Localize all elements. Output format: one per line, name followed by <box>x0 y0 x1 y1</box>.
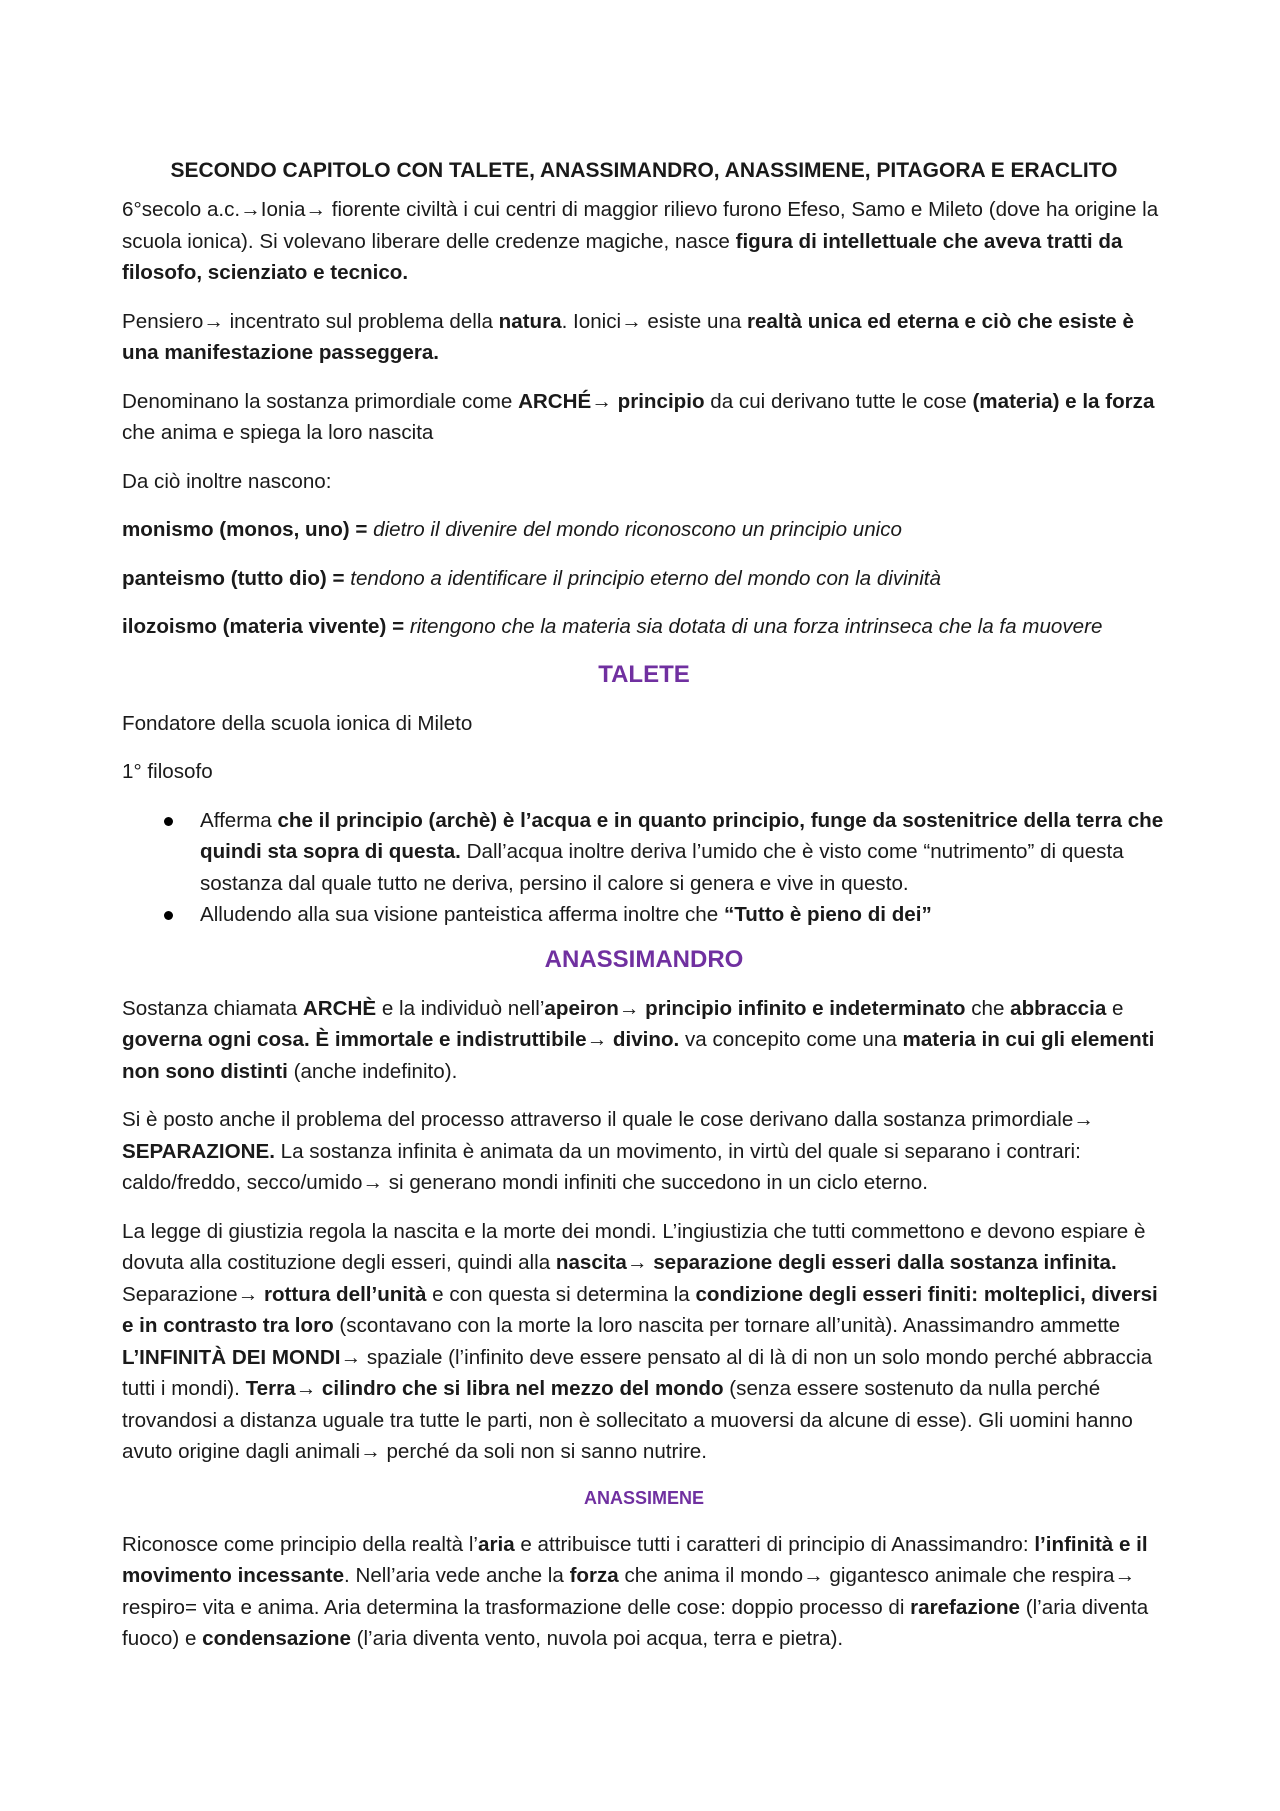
arrow-icon: → <box>1073 1108 1094 1131</box>
document-page <box>122 150 1166 1672</box>
definition-monismo: monismo (monos, uno) = dietro il divenire del mondo riconoscono un principio unico <box>122 518 903 541</box>
arrow-icon: → <box>803 1564 824 1587</box>
arrow-icon: → <box>237 1282 259 1306</box>
anassimandro-paragraph-1: Sostanza chiamata ARCHÈ e la individuò nell’apeiron→ principio infinito e indeterminato che abbraccia e governa ogni cosa. È immortale e indistruttibile→ divino. va concepito come una materia in cui gli elementi non sono distinti (anche indefinito). <box>122 996 1155 1083</box>
arrow-icon: → <box>618 996 640 1020</box>
arrow-icon: → <box>203 309 224 333</box>
anassimandro-paragraph-2: Si è posto anche il problema del processo attraverso il quale le cose derivano dalla sostanza primordiale→ SEPARAZIONE. La sostanza infinita è animata da un movimento, in virtù del quale si separano i contrari: caldo/freddo, secco/umido→ si generano mondi infiniti che succedono in un ciclo eterno. <box>122 1108 1094 1194</box>
arrow-icon: → <box>340 1345 362 1369</box>
talete-paragraph-2: 1° filosofo <box>122 760 213 783</box>
anassimene-paragraph-1: Riconosce come principio della realtà l’aria e attribuisce tutti i caratteri di principio di Anassimandro: l’infinità e il movimento incessante. Nell’aria vede anche la forza che anima il mondo→ gigantesco animale che respira→ respiro= vita e anima. Aria determina la trasformazione delle cose: doppio processo di rarefazione (l’aria diventa fuoco) e condensazione (l’aria diventa vento, nuvola poi acqua, terra e pietra). <box>122 1532 1149 1650</box>
arrow-icon: → <box>305 198 326 221</box>
heading-anassimandro: ANASSIMANDRO <box>544 945 744 973</box>
arrow-icon: → <box>621 309 642 333</box>
arrow-icon: → <box>591 389 612 413</box>
arrow-icon: → <box>586 1028 608 1051</box>
intro-paragraph-1: 6°secolo a.c.→Ionia→ fiorente civiltà i cui centri di maggior rilievo furono Efeso, Samo e Mileto (dove ha origine la scuola ionica). Si volevano liberare delle credenze magiche, nasce figura di intellettuale che aveva tratti da filosofo, scienziato e tecnico. <box>122 198 1159 284</box>
arrow-icon: → <box>295 1377 317 1400</box>
talete-bullet-list <box>122 805 1166 931</box>
definition-panteismo: panteismo (tutto dio) = tendono a identificare il principio eterno del mondo con la divinità <box>122 566 941 590</box>
arrow-icon: → <box>362 1171 383 1194</box>
anassimandro-paragraph-3: La legge di giustizia regola la nascita e la morte dei mondi. L’ingiustizia che tutti commettono e devono espiare è dovuta alla costituzione degli esseri, quindi alla nascita→ separazione degli esseri dalla sostanza infinita. Separazione→ rottura dell’unità e con questa si determina la condizione degli esseri finiti: molteplici, diversi e in contrasto tra loro (scontavano con la morte la loro nascita per tornare all’unità). Anassimandro ammette L’INFINITÀ DEI MONDI→ spaziale (l’infinito deve essere pensato al di là di non un solo mondo perché abbraccia tutti i mondi). Terra→ cilindro che si libra nel mezzo del mondo (senza essere sostenuto da nulla perché trovandosi a distanza uguale tra tutte le parti, non è sollecitato a muoversi da alcune di esse). Gli uomini hanno avuto origine dagli animali→ perché da soli non si sanno nutrire. <box>122 1219 1158 1463</box>
list-item: Afferma che il principio (archè) è l’acqua e in quanto principio, funge da sostenitrice della terra che quindi sta sopra di questa. Dall’acqua inoltre deriva l’umido che è visto come “nutrimento” di questa sostanza dal quale tutto ne deriva, persino il calore si genera e vive in questo. <box>122 805 1166 900</box>
intro-paragraph-4: Da ciò inoltre nascono: <box>122 469 332 493</box>
heading-talete: TALETE <box>598 660 690 688</box>
definition-ilozoismo: ilozoismo (materia vivente) = ritengono che la materia sia dotata di una forza intrinseca che la fa muovere <box>122 615 1103 638</box>
intro-paragraph-2: Pensiero→ incentrato sul problema della natura. Ionici→ esiste una realtà unica ed eterna e ciò che esiste è una manifestazione passeggera. <box>122 309 1134 364</box>
document-title: SECONDO CAPITOLO CON TALETE, ANASSIMANDRO, ANASSIMENE, PITAGORA E ERACLITO <box>170 159 1118 182</box>
bullet-icon <box>164 911 173 920</box>
heading-anassimene: ANASSIMENE <box>583 1487 704 1508</box>
bullet-icon <box>164 817 173 826</box>
arrow-icon: → <box>1114 1564 1136 1587</box>
arrow-icon: → <box>240 198 261 221</box>
arrow-icon: → <box>626 1251 648 1274</box>
intro-paragraph-3: Denominano la sostanza primordiale come ARCHÉ→ principio da cui derivano tutte le cose (materia) e la forza che anima e spiega la loro nascita <box>122 389 1155 444</box>
talete-paragraph-1: Fondatore della scuola ionica di Mileto <box>122 711 473 735</box>
arrow-icon: → <box>360 1440 381 1463</box>
list-item: Alludendo alla sua visione panteistica afferma inoltre che “Tutto è pieno di dei” <box>122 899 1166 931</box>
